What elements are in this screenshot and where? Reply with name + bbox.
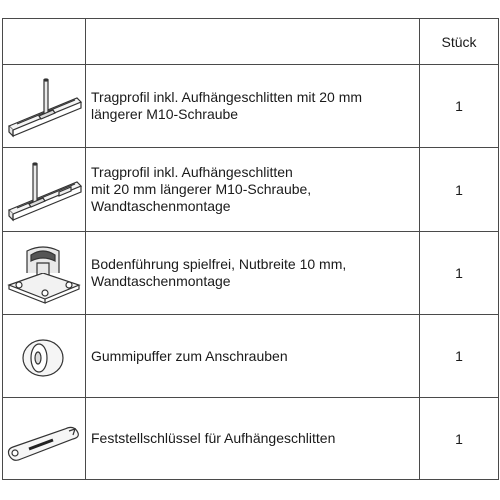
qty-cell: 1 [420,398,499,480]
support-profile-icon [3,66,85,146]
description-cell [86,398,420,480]
header-image-cell [3,19,86,65]
header-description-cell [86,19,420,65]
image-cell [3,148,86,232]
table-header-row [3,19,499,65]
description-cell [86,232,420,315]
description-cell [86,148,420,232]
item-description: Bodenführung spielfrei, Nutbreite 10 mm, Wandtaschenmontage [91,256,347,289]
qty-cell: 1 [420,65,499,148]
table-row [3,315,499,398]
item-description: Tragprofil inkl. Aufhängeschlitten mit 20 mm längerer M10-Schraube [91,89,363,122]
qty-cell: 1 [420,315,499,398]
description-cell [86,65,420,148]
table-row [3,232,499,315]
image-cell [3,398,86,480]
table-row [3,398,499,480]
floor-guide-icon [3,233,85,313]
description-cell [86,315,420,398]
image-cell [3,232,86,315]
support-profile-wall-pocket-icon [3,150,85,230]
table-row [3,148,499,232]
table-row [3,65,499,148]
qty-cell: 1 [420,232,499,315]
qty-cell: 1 [420,148,499,232]
item-description: Feststellschlüssel für Aufhängeschlitten [91,430,336,446]
item-description: Gummipuffer zum Anschrauben [91,347,288,364]
parts-list-table [2,18,499,480]
image-cell [3,65,86,148]
item-description: Tragprofil inkl. Aufhängeschlitten mit 20 mm längerer M10-Schraube, Wandtaschenmontage [91,164,312,214]
locking-wrench-icon [3,399,85,479]
image-cell [3,315,86,398]
header-qty-label: Stück [420,19,499,65]
rubber-buffer-icon [3,316,85,396]
